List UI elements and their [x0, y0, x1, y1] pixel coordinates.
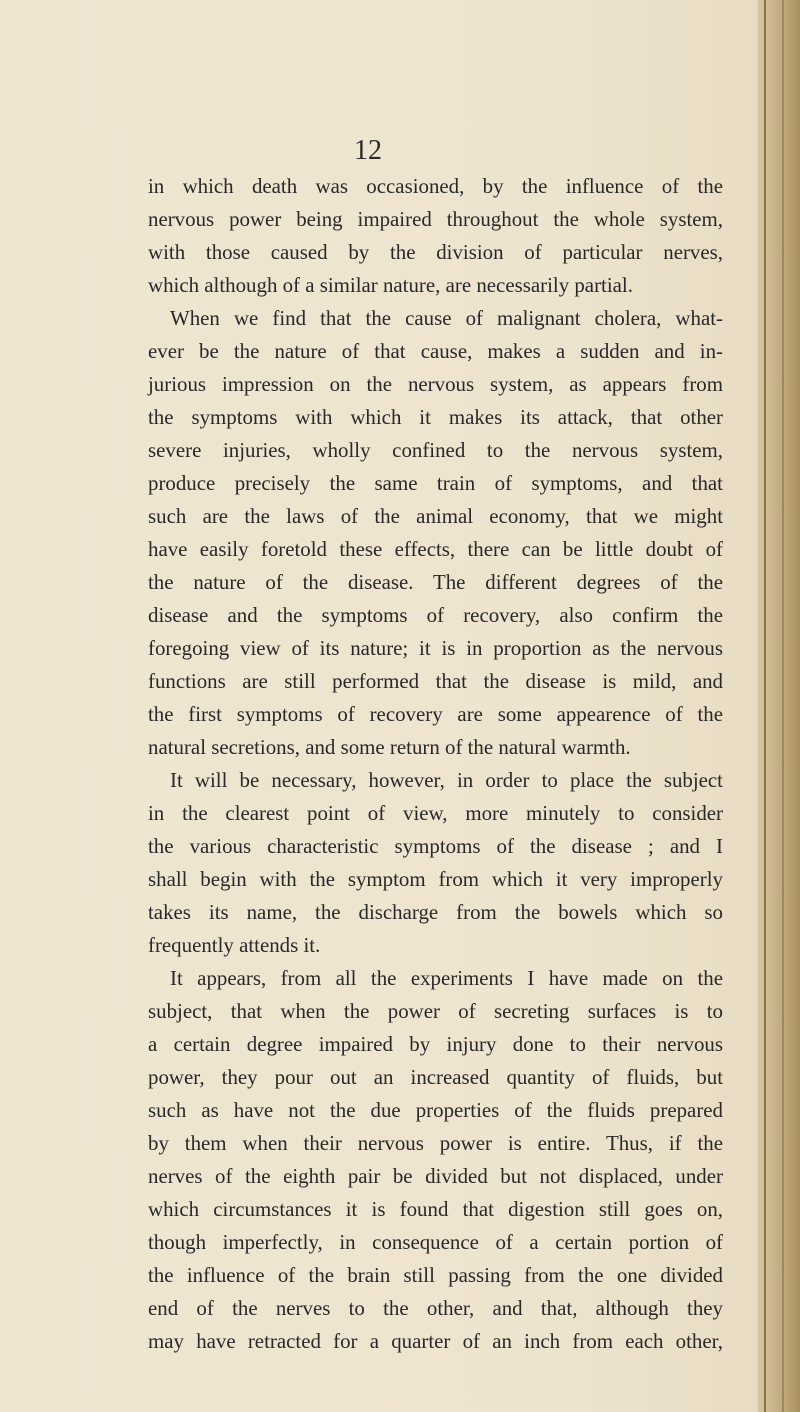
text-line: though imperfectly, in consequence of a certain portion of: [148, 1230, 723, 1254]
text-line: functions are still performed that the disease is mild, and: [148, 669, 723, 693]
text-line: nerves of the eighth pair be divided but not displaced, under: [148, 1164, 723, 1188]
text-line: the first symptoms of recovery are some appearence of the: [148, 702, 723, 726]
text-line: ever be the nature of that cause, makes a sudden and in-: [148, 339, 723, 363]
body-text: [148, 170, 723, 1358]
text-line: in the clearest point of view, more minutely to consider: [148, 801, 723, 825]
page-number: 12: [354, 135, 382, 166]
text-line: the nature of the disease. The different degrees of the: [148, 570, 723, 594]
text-line: such as have not the due properties of the fluids prepared: [148, 1098, 723, 1122]
text-line: frequently attends it.: [148, 933, 321, 957]
text-line: which circumstances it is found that digestion still goes on,: [148, 1197, 723, 1221]
text-line: shall begin with the symptom from which it very improperly: [148, 867, 723, 891]
text-line: When we find that the cause of malignant cholera, what-: [170, 306, 723, 330]
book-spine-edge: [758, 0, 800, 1412]
text-line: the influence of the brain still passing from the one divided: [148, 1263, 723, 1287]
text-line: jurious impression on the nervous system, as appears from: [148, 372, 723, 396]
text-line: nervous power being impaired throughout the whole system,: [148, 207, 723, 231]
text-line: in which death was occasioned, by the influence of the: [148, 174, 723, 198]
spine-fold-line: [782, 0, 784, 1412]
text-line: which although of a similar nature, are necessarily partial.: [148, 273, 633, 297]
text-line: severe injuries, wholly confined to the nervous system,: [148, 438, 723, 462]
text-line: by them when their nervous power is entire. Thus, if the: [148, 1131, 723, 1155]
spine-fold-line: [764, 0, 766, 1412]
text-line: have easily foretold these effects, there can be little doubt of: [148, 537, 723, 561]
text-line: subject, that when the power of secreting surfaces is to: [148, 999, 723, 1023]
text-line: power, they pour out an increased quantity of fluids, but: [148, 1065, 723, 1089]
text-line: foregoing view of its nature; it is in proportion as the nervous: [148, 636, 723, 660]
text-line: a certain degree impaired by injury done to their nervous: [148, 1032, 723, 1056]
text-line: produce precisely the same train of symptoms, and that: [148, 471, 723, 495]
text-line: the symptoms with which it makes its attack, that other: [148, 405, 723, 429]
text-line: with those caused by the division of particular nerves,: [148, 240, 723, 264]
text-line: It will be necessary, however, in order to place the subject: [170, 768, 723, 792]
text-line: disease and the symptoms of recovery, also confirm the: [148, 603, 723, 627]
text-line: end of the nerves to the other, and that, although they: [148, 1296, 723, 1320]
text-line: may have retracted for a quarter of an inch from each other,: [148, 1329, 723, 1353]
text-line: the various characteristic symptoms of the disease ; and I: [148, 834, 723, 858]
text-line: It appears, from all the experiments I have made on the: [170, 966, 723, 990]
text-line: natural secretions, and some return of the natural warmth.: [148, 735, 631, 759]
text-line: takes its name, the discharge from the bowels which so: [148, 900, 723, 924]
text-line: such are the laws of the animal economy, that we might: [148, 504, 723, 528]
